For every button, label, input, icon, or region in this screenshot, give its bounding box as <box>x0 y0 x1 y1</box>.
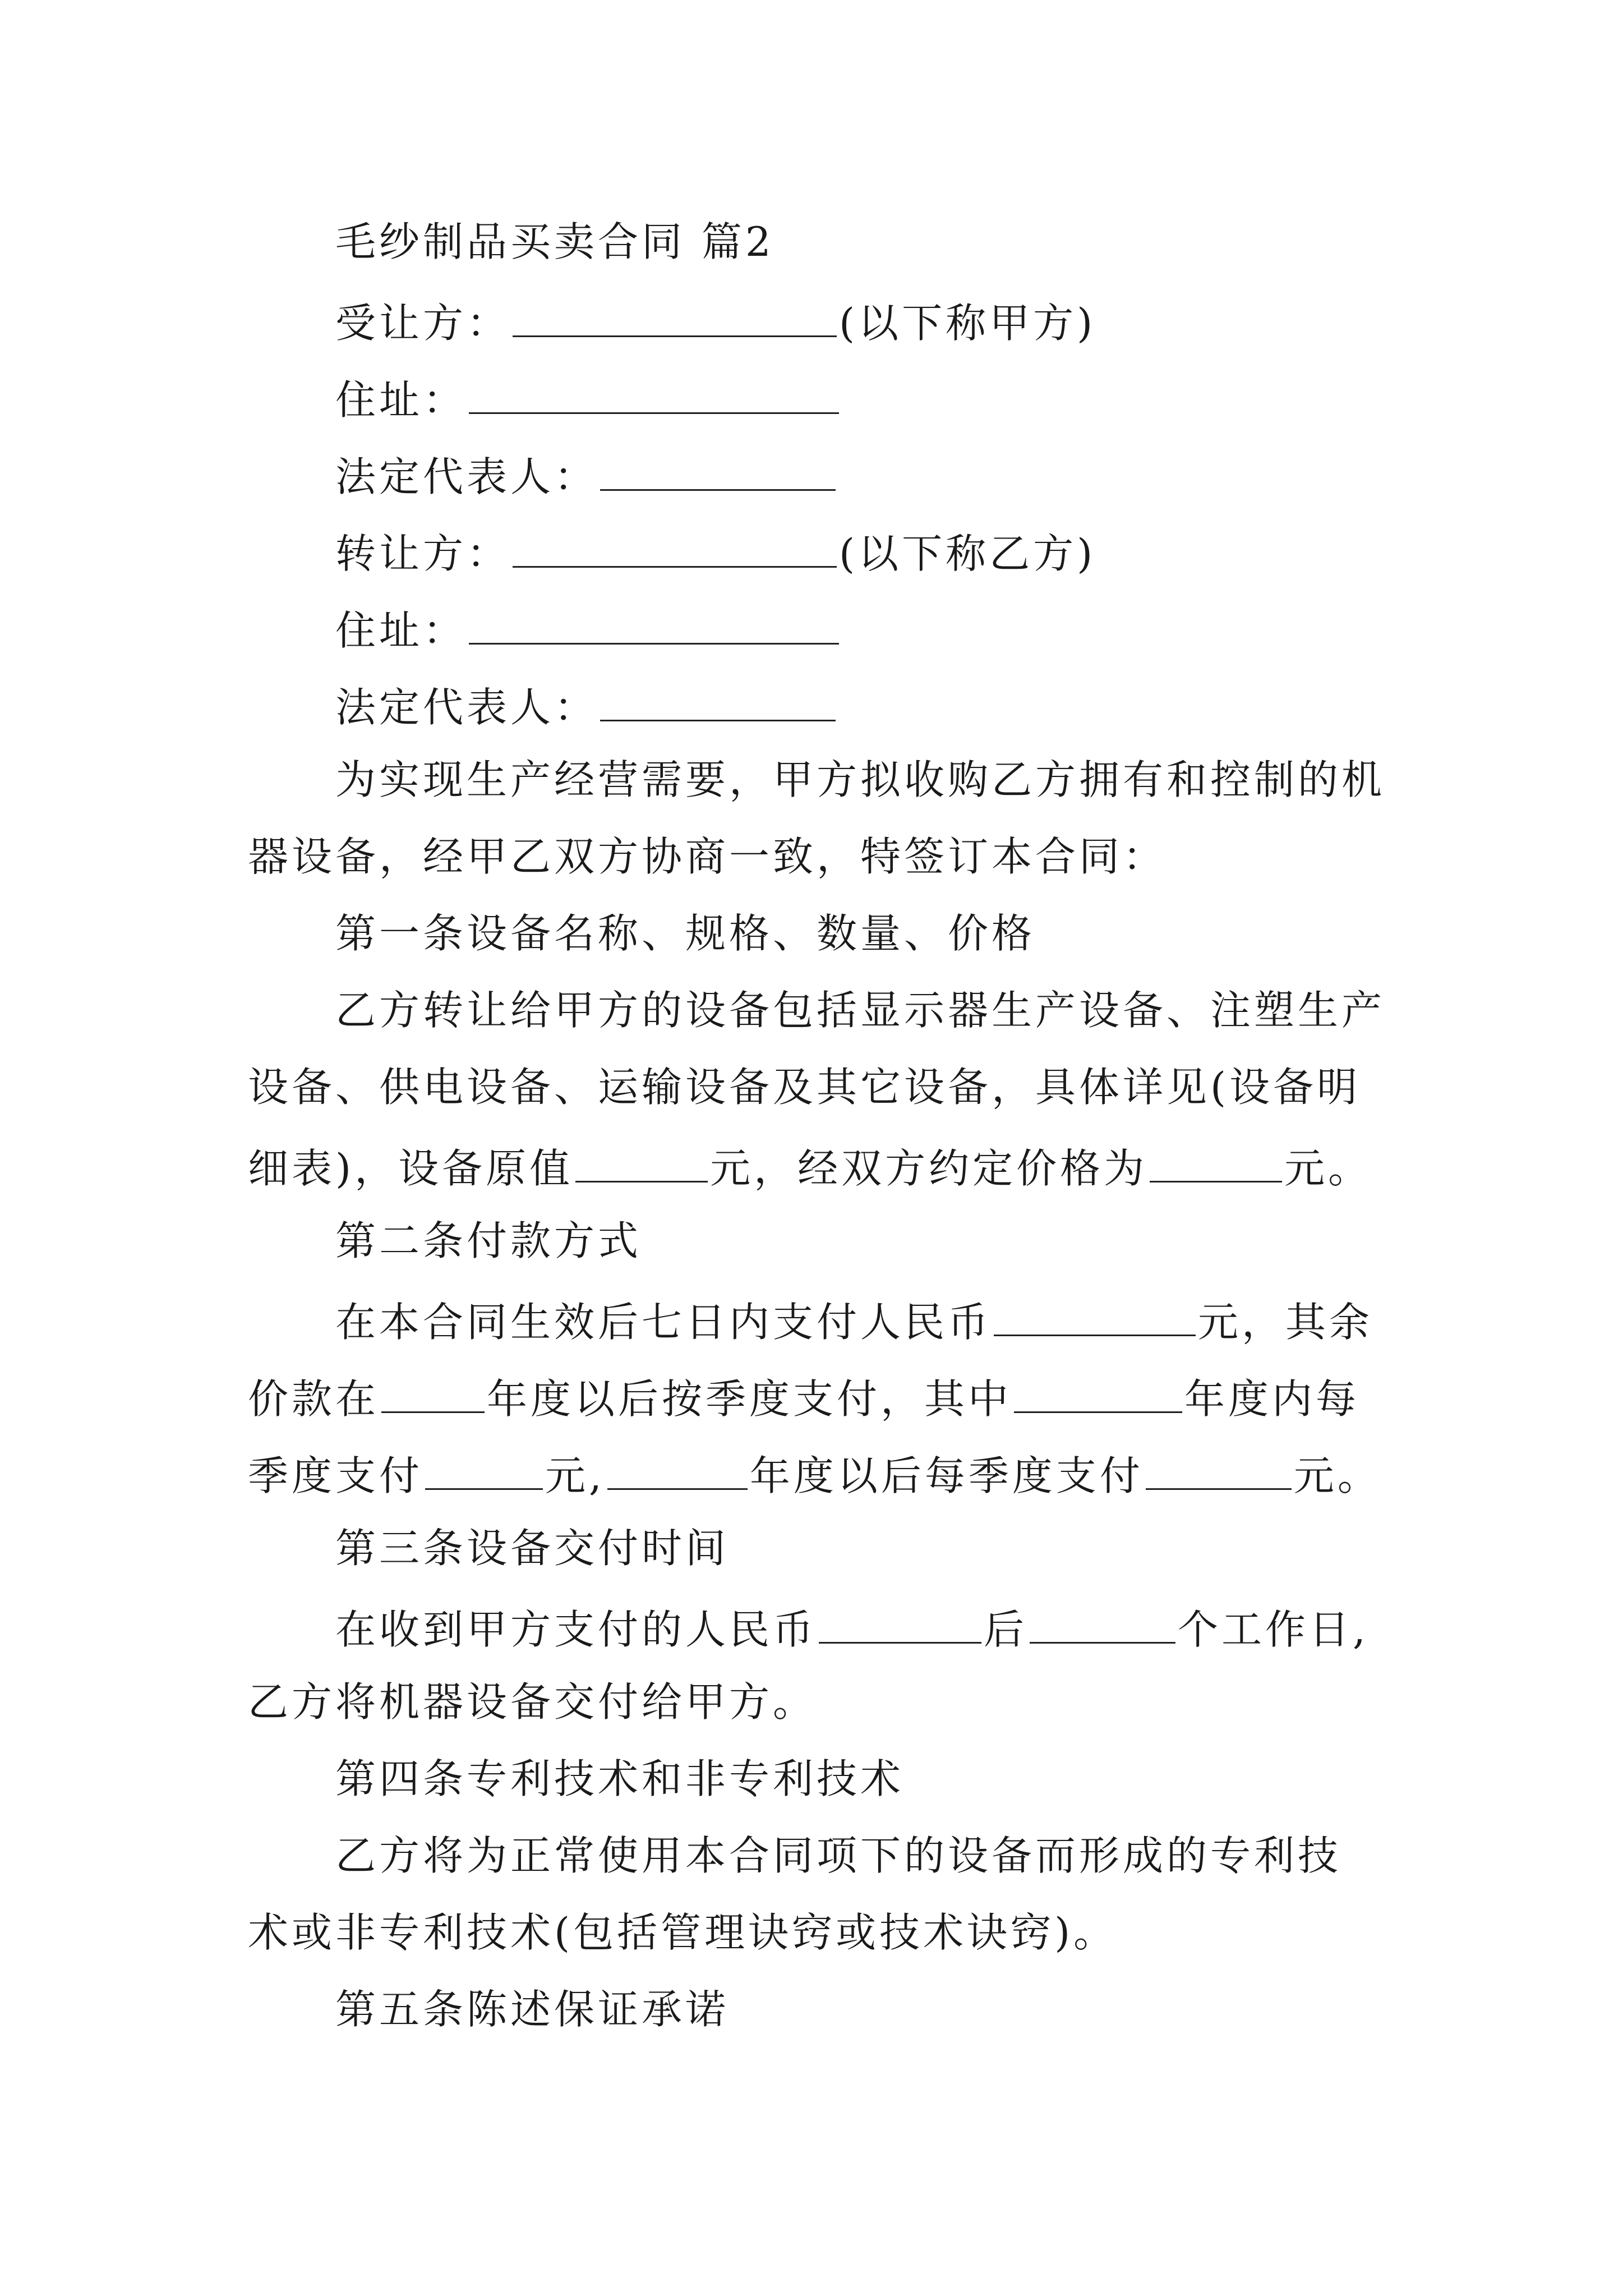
article-2-line-2: 价款在 年度以后按季度支付，其中 年度内每 <box>248 1375 1360 1423</box>
article-3-line-1: 在收到甲方支付的人民币 后 个工作日, <box>335 1606 1369 1653</box>
transferor-line: 转让方： (以下称乙方) <box>335 530 1096 577</box>
transferee-legal-rep-blank[interactable] <box>600 452 836 491</box>
original-value-blank[interactable] <box>575 1144 708 1182</box>
transferee-address-blank[interactable] <box>469 375 839 414</box>
transferee-legal-rep-line: 法定代表人： <box>335 452 838 497</box>
article-5-heading: 第五条陈述保证承诺 <box>335 1986 730 2033</box>
article-2-line-1: 在本合同生效后七日内支付人民币 元，其余 <box>335 1299 1373 1346</box>
article-1-heading: 第一条设备名称、规格、数量、价格 <box>335 910 1036 957</box>
transferee-line: 受让方： (以下称甲方) <box>335 300 1096 347</box>
payment-amount-blank[interactable] <box>819 1605 981 1644</box>
intro-line-1: 为实现生产经营需要，甲方拟收购乙方拥有和控制的机 <box>335 756 1386 803</box>
after-year-quarterly-amount-blank[interactable] <box>1146 1451 1292 1490</box>
after-year-blank[interactable] <box>607 1451 748 1490</box>
article-4-line-2: 术或非专利技术(包括管理诀窍或技术诀窍)。 <box>248 1909 1118 1956</box>
transferor-blank[interactable] <box>513 529 837 568</box>
article-2-heading: 第二条付款方式 <box>335 1217 642 1264</box>
article-1-line-2: 设备、供电设备、运输设备及其它设备，具体详见(设备明 <box>248 1064 1361 1111</box>
article-3-heading: 第三条设备交付时间 <box>335 1525 730 1572</box>
article-4-heading: 第四条专利技术和非专利技术 <box>335 1755 905 1802</box>
quarterly-amount-blank[interactable] <box>425 1451 543 1490</box>
article-3-line-2: 乙方将机器设备交付给甲方。 <box>248 1678 817 1726</box>
intro-line-2: 器设备，经甲乙双方协商一致，特签订本合同： <box>248 833 1167 880</box>
article-1-line-1: 乙方转让给甲方的设备包括显示器生产设备、注塑生产 <box>335 987 1386 1034</box>
transferor-legal-rep-line: 法定代表人： <box>335 683 838 728</box>
transferor-address-line: 住址： <box>335 606 841 651</box>
transferee-blank[interactable] <box>513 298 837 337</box>
document-title: 毛纱制品买卖合同 篇2 <box>335 218 774 265</box>
initial-payment-blank[interactable] <box>994 1297 1196 1336</box>
article-4-line-1: 乙方将为正常使用本合同项下的设备而形成的专利技 <box>335 1832 1342 1879</box>
article-2-line-3: 季度支付 元, 年度以后每季度支付 元。 <box>248 1452 1381 1499</box>
agreed-price-blank[interactable] <box>1150 1144 1282 1182</box>
transferor-legal-rep-blank[interactable] <box>600 683 836 721</box>
transferee-address-line: 住址： <box>335 375 841 420</box>
article-1-line-3: 细表)，设备原值 元，经双方约定价格为 元。 <box>248 1145 1372 1192</box>
remaining-start-year-blank[interactable] <box>381 1374 485 1413</box>
transferor-address-blank[interactable] <box>469 606 839 645</box>
within-year-blank[interactable] <box>1014 1374 1182 1413</box>
working-days-blank[interactable] <box>1030 1605 1175 1644</box>
